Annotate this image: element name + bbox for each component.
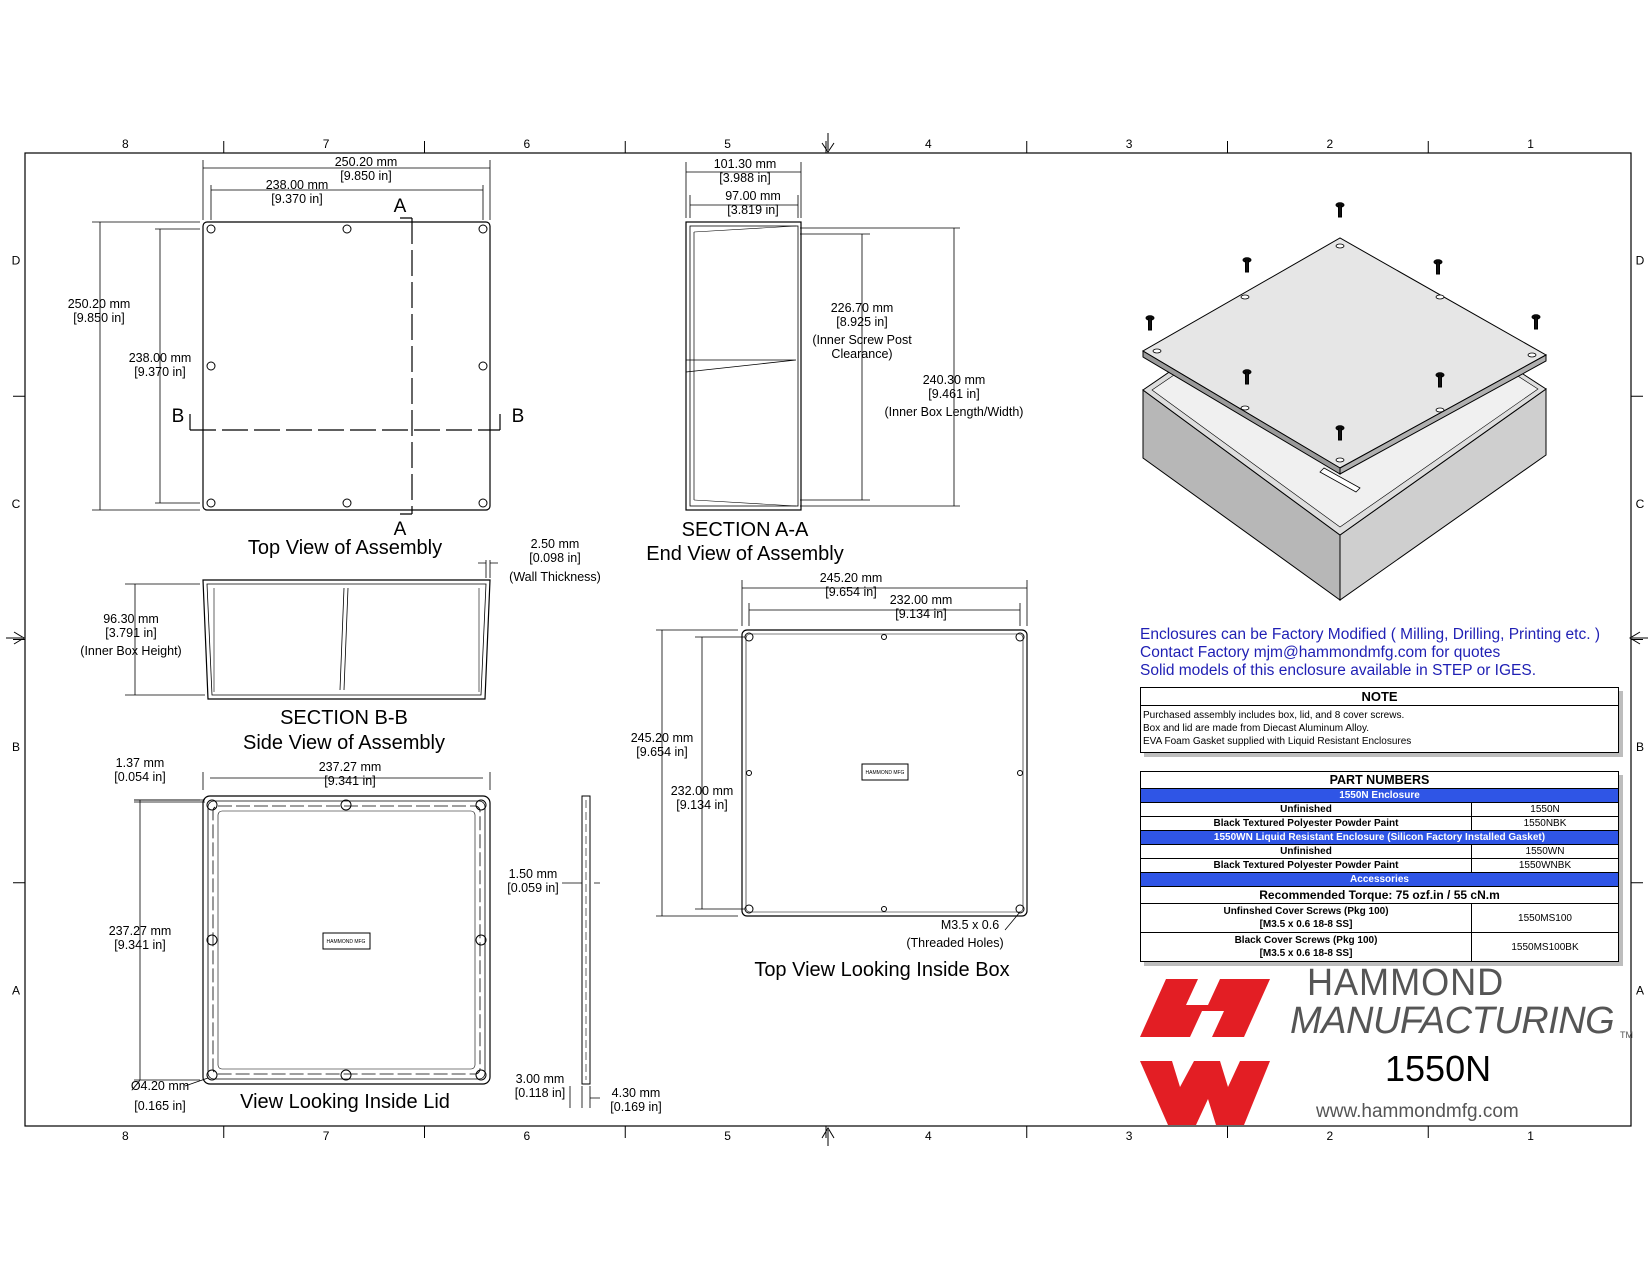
parts-title: PART NUMBERS [1141,772,1618,789]
part-desc: Unfinshed Cover Screws (Pkg 100) [1223,906,1389,917]
part-desc: Black Textured Polyester Powder Paint [1141,859,1472,872]
dim-depth-outer: 101.30 mm [713,157,777,171]
section-marker-b-left: B [171,406,185,427]
dim-width-outer: 250.20 mm [334,155,398,169]
dim-lid-width-in: [9.341 in] [324,774,376,788]
parts-band-liquid: 1550WN Liquid Resistant Enclosure (Silicon Factory Installed Gasket) [1141,831,1618,845]
dim-lid-lip-in: [0.054 in] [114,770,166,784]
dim-depth-inner-in: [3.819 in] [727,203,779,217]
dim-lid-lip: 1.37 mm [115,756,165,770]
part-spec: [M3.5 x 0.6 18-8 SS] [1259,919,1353,930]
table-row [1141,817,1618,831]
grid-number: 5 [724,1129,731,1143]
isometric-view [1143,203,1546,600]
lid-label-text: HAMMOND MFG [326,939,366,945]
factory-info [1140,626,1640,680]
screw-shaft [1339,205,1342,217]
dim-width-outer-in: [9.850 in] [340,169,392,183]
screw-shaft [1246,372,1249,384]
dim-lid-total: 4.30 mm [611,1086,661,1100]
grid-number: 2 [1326,137,1334,151]
hammond-logo [1140,975,1270,1125]
dim-inner-length: 240.30 mm [922,373,986,387]
view-title-top-assembly: Top View of Assembly [247,537,443,559]
top-view-assembly [92,160,500,514]
dim-screw-post-note2: Clearance) [831,347,893,361]
box-label-text: HAMMOND MFG [865,770,905,776]
grid-number: 5 [724,137,731,151]
table-row [1141,904,1618,933]
part-number: 1550NBK [1523,818,1567,829]
screw-shaft [1339,428,1342,440]
note-title: NOTE [1141,688,1618,706]
section-a-a-labels [646,157,1023,565]
grid-letter: A [11,983,21,998]
part-numbers-table [1140,771,1619,962]
grid-number: 8 [122,1129,129,1143]
grid-letter: D [11,253,21,268]
dim-lid-total-in: [0.169 in] [610,1100,662,1114]
section-marker-a-bottom: A [393,519,407,540]
dim-box-holes: 232.00 mm [889,593,953,607]
parts-band-enclosure: 1550N Enclosure [1141,789,1618,803]
recommended-torque: Recommended Torque: 75 ozf.in / 55 cN.m [1141,887,1618,904]
screw-shaft [1439,375,1442,387]
dim-inner-height: 96.30 mm [103,612,159,626]
dim-inner-height-in: [3.791 in] [105,626,157,640]
grid-number: 4 [925,1129,932,1143]
dim-box-holes-in: [9.134 in] [895,607,947,621]
part-number: 1550MS100BK [1511,941,1579,953]
dim-box-height-in: [9.654 in] [636,745,688,759]
inside-box-view [656,580,1027,930]
dim-box-height: 245.20 mm [630,731,694,745]
grid-letter: B [1635,740,1645,755]
part-number: 1550WNBK [1518,860,1572,871]
dim-box-holes-v: 232.00 mm [670,784,734,798]
note-line-3: EVA Foam Gasket supplied with Liquid Resistant Enclosures [1143,736,1412,747]
dim-lid-height-in: [9.341 in] [114,938,166,952]
part-desc: Unfinished [1141,803,1472,816]
grid-letter: A [1635,983,1645,998]
top-view-assembly-labels [68,155,525,559]
grid-number: 3 [1125,137,1133,151]
info-line-3: Solid models of this enclosure available in STEP or IGES. [1140,662,1537,679]
dim-lid-width: 237.27 mm [318,760,382,774]
grid-number: 6 [523,1129,531,1143]
grid-number: 4 [925,137,932,151]
dim-wall-in: [0.098 in] [529,551,581,565]
section-b-b-labels [80,537,601,754]
info-line-2: Contact Factory mjm@hammondmfg.com for quotes [1140,644,1501,661]
view-title-inside-box: Top View Looking Inside Box [754,959,1010,981]
grid-letter: B [11,740,21,755]
note-box [1140,687,1619,753]
grid-number: 1 [1527,137,1534,151]
part-spec: [M3.5 x 0.6 18-8 SS] [1259,948,1353,959]
dim-screw-post: 226.70 mm [830,301,894,315]
grid-number: 2 [1326,1129,1334,1143]
dim-screw-post-note1: (Inner Screw Post [812,333,912,347]
table-row [1141,859,1618,873]
dim-hole-dia: Ø4.20 mm [130,1079,190,1093]
dim-box-width: 245.20 mm [819,571,883,585]
section-marker-b-right: B [511,406,525,427]
section-marker-a-top: A [393,196,407,217]
grid-number: 1 [1527,1129,1534,1143]
dim-lid-thickness: 3.00 mm [515,1072,565,1086]
dim-lid-edge-in: [0.059 in] [507,881,559,895]
part-desc: Unfinished [1141,845,1472,858]
screw-shaft [1149,318,1152,330]
dim-height-holes-in: [9.370 in] [134,365,186,379]
part-number: 1550N [1530,804,1560,815]
inside-lid-labels [109,756,662,1114]
note-line-2: Box and lid are made from Diecast Aluminum Alloy. [1143,723,1370,734]
grid-number: 7 [322,1129,330,1143]
dim-depth-outer-in: [3.988 in] [719,171,771,185]
dim-thread-note: (Threaded Holes) [906,936,1004,950]
part-desc: Black Textured Polyester Powder Paint [1141,817,1472,830]
info-line-1: Enclosures can be Factory Modified ( Milling, Drilling, Printing etc. ) [1140,626,1601,643]
screw-shaft [1437,262,1440,274]
dim-inner-height-note: (Inner Box Height) [80,644,182,658]
logo-mark [1140,979,1270,1125]
dim-box-holes-v-in: [9.134 in] [676,798,728,812]
dim-inner-length-note: (Inner Box Length/Width) [884,405,1024,419]
grid-letter: C [11,496,21,511]
dim-height-outer: 250.20 mm [67,297,131,311]
screw-shaft [1535,317,1538,329]
table-row [1141,933,1618,961]
grid-number: 6 [523,137,531,151]
brand-subtitle: MANUFACTURING [1290,1000,1615,1042]
inside-lid-view [134,772,600,1108]
dim-wall-note: (Wall Thickness) [509,570,601,584]
grid-number: 7 [322,137,330,151]
table-row [1141,845,1618,859]
dim-thread: M3.5 x 0.6 [940,918,1000,932]
dim-lid-edge: 1.50 mm [508,867,558,881]
dim-inner-length-in: [9.461 in] [928,387,980,401]
brand-name: HAMMOND [1307,962,1505,1004]
model-number: 1550N [1385,1048,1492,1089]
dim-box-width-in: [9.654 in] [825,585,877,599]
dim-height-holes: 238.00 mm [128,351,192,365]
table-row [1141,803,1618,817]
dim-lid-height: 237.27 mm [108,924,172,938]
view-title-end: End View of Assembly [646,543,844,565]
view-title-inside-lid: View Looking Inside Lid [240,1091,450,1113]
view-title-side: Side View of Assembly [243,732,445,754]
part-number: 1550WN [1525,846,1565,857]
section-title-b-b: SECTION B-B [280,707,408,729]
dim-wall: 2.50 mm [530,537,580,551]
dim-width-holes: 238.00 mm [265,178,329,192]
trademark: TM [1620,1030,1633,1040]
grid-letter: D [1635,253,1645,268]
parts-band-accessories: Accessories [1141,873,1618,887]
dim-screw-post-in: [8.925 in] [836,315,888,329]
section-b-b [125,560,498,699]
dim-lid-thickness-in: [0.118 in] [514,1086,566,1100]
dim-hole-dia-in: [0.165 in] [134,1099,186,1113]
inside-box-labels [631,571,1010,981]
grid-letter: C [1635,496,1645,511]
dim-depth-inner: 97.00 mm [725,189,781,203]
screw-shaft [1246,260,1249,272]
part-number: 1550MS100 [1518,912,1572,924]
grid-number: 8 [122,137,129,151]
grid-number: 3 [1125,1129,1133,1143]
note-line-1: Purchased assembly includes box, lid, and 8 cover screws. [1143,710,1405,721]
brand-url: www.hammondmfg.com [1316,1101,1519,1122]
dim-width-holes-in: [9.370 in] [271,192,323,206]
section-title-a-a: SECTION A-A [681,519,809,541]
part-desc: Black Cover Screws (Pkg 100) [1234,935,1378,946]
dim-height-outer-in: [9.850 in] [73,311,125,325]
